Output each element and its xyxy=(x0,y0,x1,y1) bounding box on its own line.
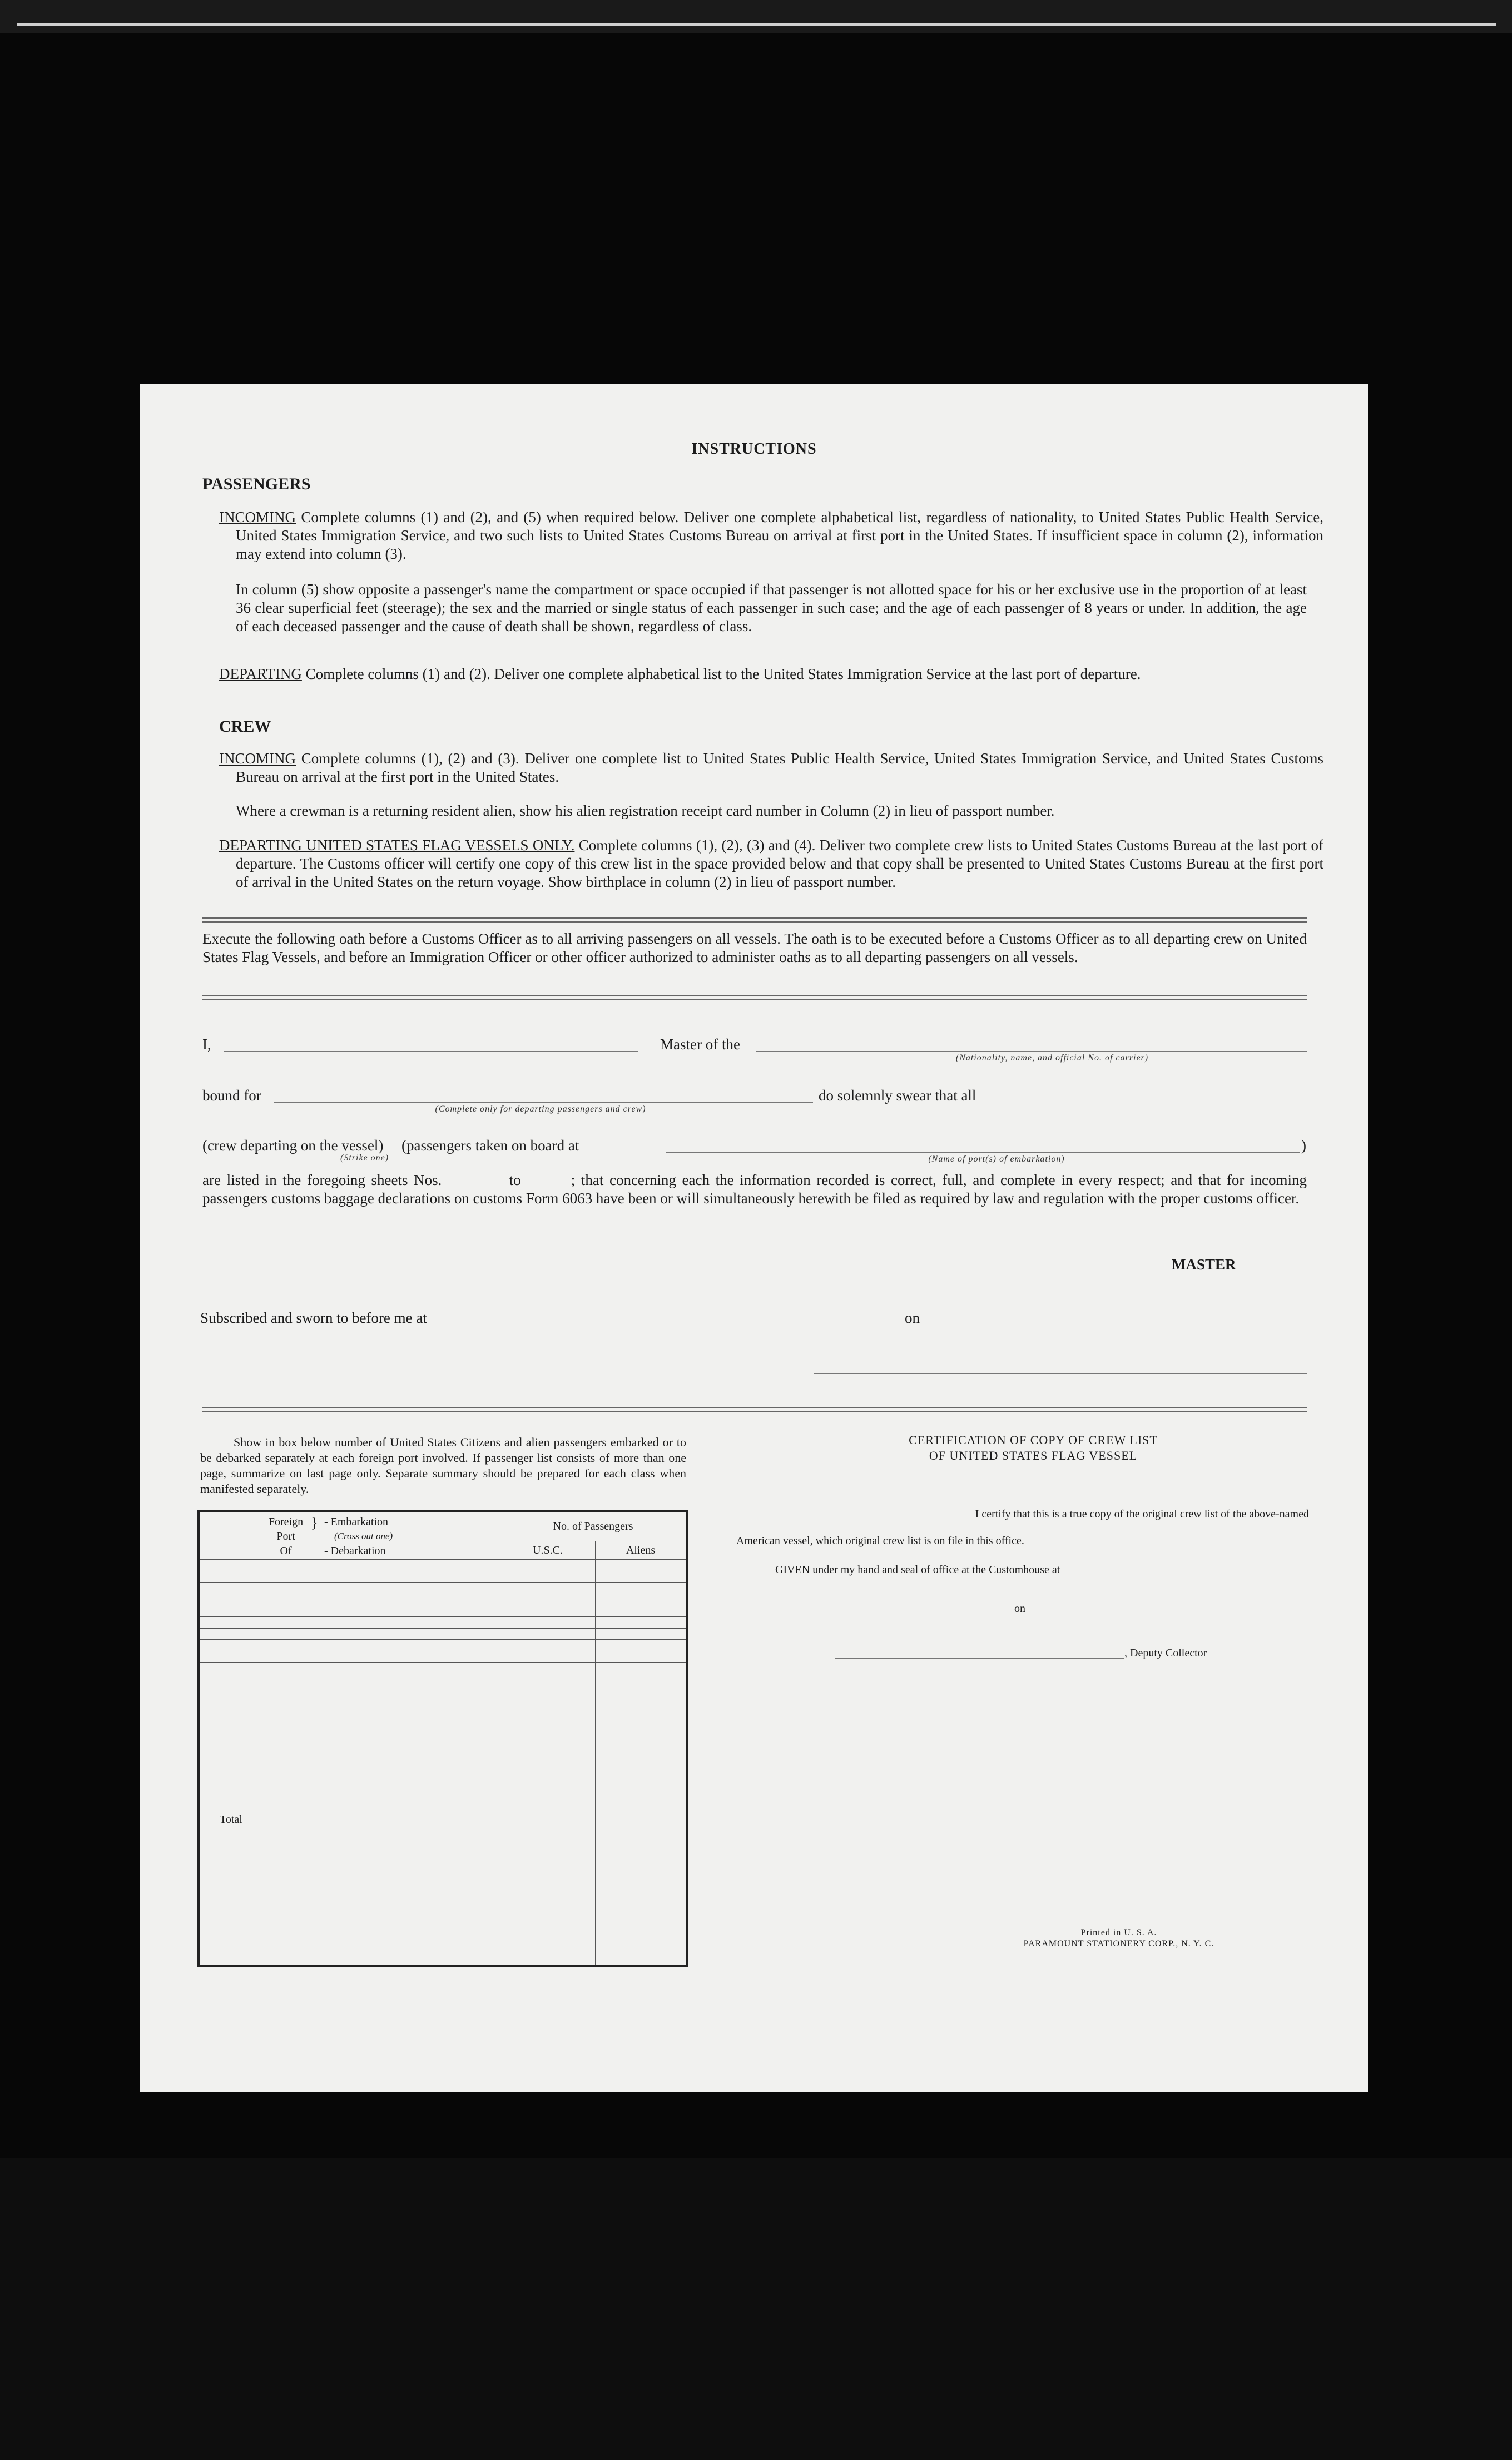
table-row xyxy=(199,1605,687,1617)
passengers-departing-label: DEPARTING xyxy=(219,666,302,682)
crew-departing-label: DEPARTING UNITED STATES FLAG VESSELS ONLY. xyxy=(219,837,575,854)
table-row xyxy=(199,1594,687,1605)
passengers-departing-paragraph xyxy=(219,665,1323,683)
page-title: INSTRUCTIONS xyxy=(691,440,817,458)
oath-listed-prefix: are listed in the foregoing sheets Nos. xyxy=(202,1172,442,1188)
certification-title xyxy=(783,1432,1283,1464)
crewman-text: Where a crewman is a returning resident alien, show his alien registration receipt card number in Column (2) in lieu of passport number. xyxy=(236,802,1055,819)
deputy-collector-label: , Deputy Collector xyxy=(1124,1647,1207,1659)
bound-for-line[interactable] xyxy=(274,1102,813,1103)
crew-departing-text: Complete columns (1), (2), (3) and (4). Deliver two complete crew lists to United States Customs Bureau at the last port of departure. The Customs officer will certify one copy of this crew list in the space provided below and that copy shall be presented to United States Customs Bureau at the first port of arrival in the United States on the return voyage. Show birthplace in column (2) in lieu of passport number. xyxy=(236,837,1323,890)
printer-line1: Printed in U. S. A. xyxy=(1080,1928,1157,1937)
table-row xyxy=(199,1616,687,1628)
certification-title-line1: CERTIFICATION OF COPY OF CREW LIST xyxy=(909,1433,1158,1447)
table-row xyxy=(199,1583,687,1594)
strike-caption: (Strike one) xyxy=(340,1153,389,1163)
table-row xyxy=(199,1663,687,1674)
oath-bound-for: bound for xyxy=(202,1087,261,1104)
embark-debark-labels xyxy=(324,1515,393,1558)
oath-master-label: MASTER xyxy=(1172,1256,1236,1273)
crewman-paragraph xyxy=(236,802,1307,820)
total-aliens-cell[interactable] xyxy=(596,1674,687,1966)
total-usc-cell[interactable] xyxy=(500,1674,596,1966)
carrier-line[interactable] xyxy=(756,1051,1307,1052)
passengers-incoming-label: INCOMING xyxy=(219,509,296,525)
embarkation-port-line[interactable] xyxy=(666,1152,1300,1153)
printer-line2: PARAMOUNT STATIONERY CORP., N. Y. C. xyxy=(1023,1939,1214,1948)
aliens-header: Aliens xyxy=(596,1541,687,1560)
oath-master-of-the: Master of the xyxy=(660,1036,740,1053)
passengers-heading: PASSENGERS xyxy=(202,475,311,493)
scan-edge-line xyxy=(17,23,1496,26)
deputy-signature-line[interactable] xyxy=(835,1658,1124,1659)
table-row xyxy=(199,1560,687,1571)
column5-text: In column (5) show opposite a passenger's name the compartment or space occupied if that passenger is not allotted space for his or her exclusive use in the proportion of at least 36 clear superficial feet (steerage); the sex and the married or single status of each passenger in such case; and the age of each passenger of 8 years or under. In addition, the age of each deceased passenger and the cause of death shall be shown, regardless of class. xyxy=(236,581,1307,634)
passengers-departing-text: Complete columns (1) and (2). Deliver one complete alphabetical list to the United States Immigration Service at the last port of departure. xyxy=(305,666,1141,682)
oath-on-label: on xyxy=(905,1310,920,1326)
cross-out-label: (Cross out one) xyxy=(334,1531,393,1541)
officer-signature-line[interactable] xyxy=(814,1373,1307,1374)
carrier-caption: (Nationality, name, and official No. of carrier) xyxy=(955,1053,1149,1063)
divider xyxy=(202,995,1307,1000)
crew-heading: CREW xyxy=(219,717,271,736)
crew-incoming-label: INCOMING xyxy=(219,750,296,767)
scan-border-bottom xyxy=(0,2158,1512,2460)
debarkation-label: - Debarkation xyxy=(324,1545,386,1557)
usc-header: U.S.C. xyxy=(500,1541,596,1560)
total-label: Total xyxy=(199,1674,500,1966)
certification-title-line2: OF UNITED STATES FLAG VESSEL xyxy=(929,1449,1138,1462)
oath-to-label: to xyxy=(509,1172,521,1188)
crew-incoming-paragraph xyxy=(219,750,1323,786)
divider xyxy=(202,917,1307,922)
table-row xyxy=(199,1640,687,1651)
bound-caption: (Complete only for departing passengers and crew) xyxy=(435,1104,646,1114)
sheet-to-field[interactable] xyxy=(521,1177,571,1189)
brace-icon: } xyxy=(311,1515,318,1531)
oath-listed-text: ; that concerning each the information recorded is correct, full, and complete in every respect; and that for incoming passengers customs baggage declarations on customs Form 6063 have been or will simultaneously herewith be filed as required by law and regulation with the proper customs officer. xyxy=(202,1172,1307,1207)
certify-line2: American vessel, which original crew list is on file in this office. xyxy=(736,1535,1024,1547)
port-header-labels xyxy=(261,1515,311,1558)
table-row xyxy=(199,1628,687,1640)
certify-line1: I certify that this is a true copy of the original crew list of the above-named xyxy=(975,1508,1309,1520)
passenger-summary-table xyxy=(197,1510,688,1967)
no-of-passengers-header: No. of Passengers xyxy=(500,1511,687,1541)
table-row xyxy=(199,1651,687,1663)
crew-incoming-text: Complete columns (1), (2) and (3). Deliver one complete list to United States Public Health Service, United States Immigration Service, and United States Customs Bureau on arrival at the first port in the United States. xyxy=(236,750,1323,785)
oath-listed-paragraph xyxy=(202,1171,1307,1208)
certification-on-label: on xyxy=(1014,1603,1025,1615)
port-header-cell xyxy=(199,1511,500,1560)
column5-paragraph xyxy=(236,581,1307,636)
port-label: Port xyxy=(276,1530,295,1543)
passengers-incoming-text: Complete columns (1) and (2), and (5) when required below. Deliver one complete alphabetical list, regardless of nationality, to United States Public Health Service, United States Immigration Service, and two such lists to United States Customs Bureau on arrival at first port in the United States. If insufficient space in column (2), information may extend into column (3). xyxy=(236,509,1324,562)
divider xyxy=(202,1407,1307,1412)
oath-i-label: I, xyxy=(202,1036,211,1053)
summary-instructions: Show in box below number of United States Citizens and alien passengers embarked or to be debarked separately at each foreign port involved. If passenger list consists of more than one page, summarize on last page only. Separate summary should be prepared for each class when manifested separately. xyxy=(200,1435,686,1496)
master-name-line[interactable] xyxy=(224,1051,638,1052)
oath-swear: do solemnly swear that all xyxy=(819,1087,976,1104)
scan-border-top xyxy=(0,0,1512,33)
document-page xyxy=(140,384,1368,2092)
printer-imprint xyxy=(974,1927,1263,1950)
port-caption: (Name of port(s) of embarkation) xyxy=(928,1154,1065,1164)
table-row xyxy=(199,1571,687,1583)
of-label: Of xyxy=(280,1545,292,1557)
embarkation-label: - Embarkation xyxy=(324,1516,388,1528)
oath-subscribed: Subscribed and sworn to before me at xyxy=(200,1310,427,1326)
passengers-incoming-paragraph xyxy=(219,508,1323,563)
oath-passengers-taken: (passengers taken on board at xyxy=(401,1137,579,1154)
sheet-from-field[interactable] xyxy=(448,1177,503,1189)
total-row xyxy=(199,1674,687,1966)
oath-instructions: Execute the following oath before a Customs Officer as to all arriving passengers on all vessels. The oath is to be executed before a Customs Officer as to all departing crew on United States Flag Vessels, and before an Immigration Officer or other officer authorized to administer oaths as to all departing passengers on all vessels. xyxy=(202,930,1307,965)
oath-crew-departing: (crew departing on the vessel) xyxy=(202,1137,384,1154)
given-line: GIVEN under my hand and seal of office at the Customhouse at xyxy=(775,1564,1060,1576)
foreign-label: Foreign xyxy=(268,1516,304,1528)
oath-close-paren: ) xyxy=(1301,1137,1306,1154)
crew-departing-paragraph xyxy=(219,836,1323,891)
